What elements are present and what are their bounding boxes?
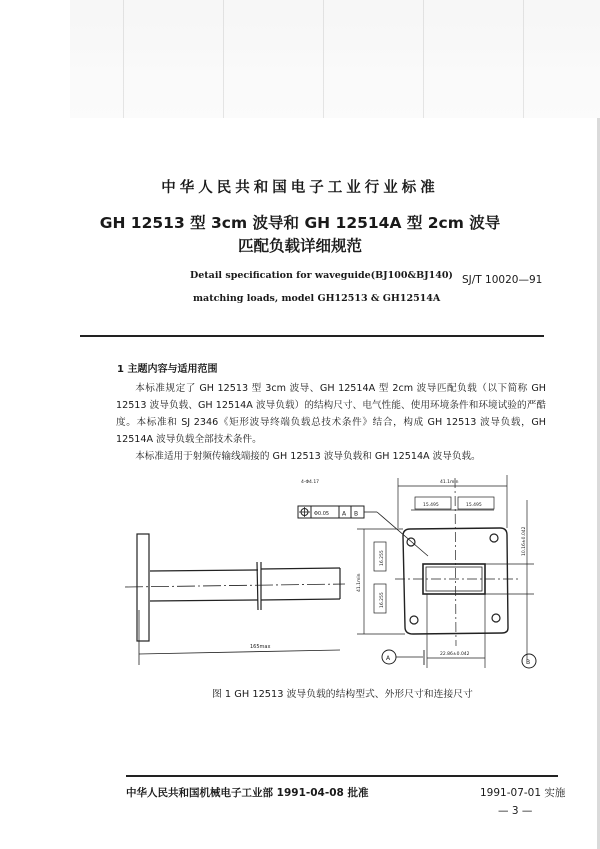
footer-divider <box>126 775 558 777</box>
svg-text:22.86±0.042: 22.86±0.042 <box>440 652 470 657</box>
figure-caption: 图 1 GH 12513 波导负载的结构型式、外形尺寸和连接尺寸 <box>212 689 473 700</box>
paragraph: 本标准适用于射频传输线端接的 GH 12513 波导负载和 GH 12514A 波导负载。 <box>135 451 481 462</box>
svg-text:Φ0.05: Φ0.05 <box>314 511 330 517</box>
svg-text:16.255: 16.255 <box>380 592 385 608</box>
standard-category: 中华人民共和国电子工业行业标准 <box>161 180 439 196</box>
svg-text:4-Φ4.17: 4-Φ4.17 <box>301 480 320 485</box>
section-heading: 1 主题内容与适用范围 <box>117 364 218 375</box>
header-divider <box>80 335 544 337</box>
svg-text:15.495: 15.495 <box>466 503 482 508</box>
english-title-line2: matching loads, model GH12513 & GH12514A <box>193 293 441 304</box>
page-number: — 3 — <box>498 805 533 817</box>
document-title-line1: GH 12513 型 3cm 波导和 GH 12514A 型 2cm 波导 <box>99 214 501 232</box>
svg-text:10.16±0.042: 10.16±0.042 <box>522 526 527 556</box>
scan-artifact-top <box>70 0 600 118</box>
section-body <box>116 380 546 465</box>
english-title-line1: Detail specification for waveguide(BJ100&BJ140) <box>190 270 453 281</box>
standard-number: SJ/T 10020—91 <box>462 274 543 286</box>
approval-text: 中华人民共和国机械电子工业部 1991-04-08 批准 <box>126 787 369 799</box>
figure-1-drawing <box>0 460 600 685</box>
svg-text:B: B <box>526 659 531 666</box>
length-dim: 165max <box>250 644 271 650</box>
svg-text:A: A <box>386 655 391 662</box>
paragraph: 本标准规定了 GH 12513 型 3cm 波导、GH 12514A 型 2cm 波导匹配负载（以下简称 GH 12513 波导负载、GH 12514A 波导负载）的结构尺寸、电气性能、使用环境条件和环境试验的严酷度。本标准和 SJ 2346《矩形波导终端负载总技术条件》结合，构成 GH 12513 波导负载，GH 12514A 波导负载全部技术条件。 <box>116 383 546 445</box>
svg-text:A: A <box>342 510 347 518</box>
svg-text:41.1min: 41.1min <box>357 573 362 592</box>
svg-text:16.255: 16.255 <box>380 550 385 566</box>
svg-text:B: B <box>354 510 359 518</box>
document-title-line2: 匹配负载详细规范 <box>237 237 362 255</box>
implementation-date: 1991-07-01 实施 <box>480 787 566 799</box>
svg-text:15.495: 15.495 <box>423 503 439 508</box>
svg-text:41.1min: 41.1min <box>440 480 459 485</box>
